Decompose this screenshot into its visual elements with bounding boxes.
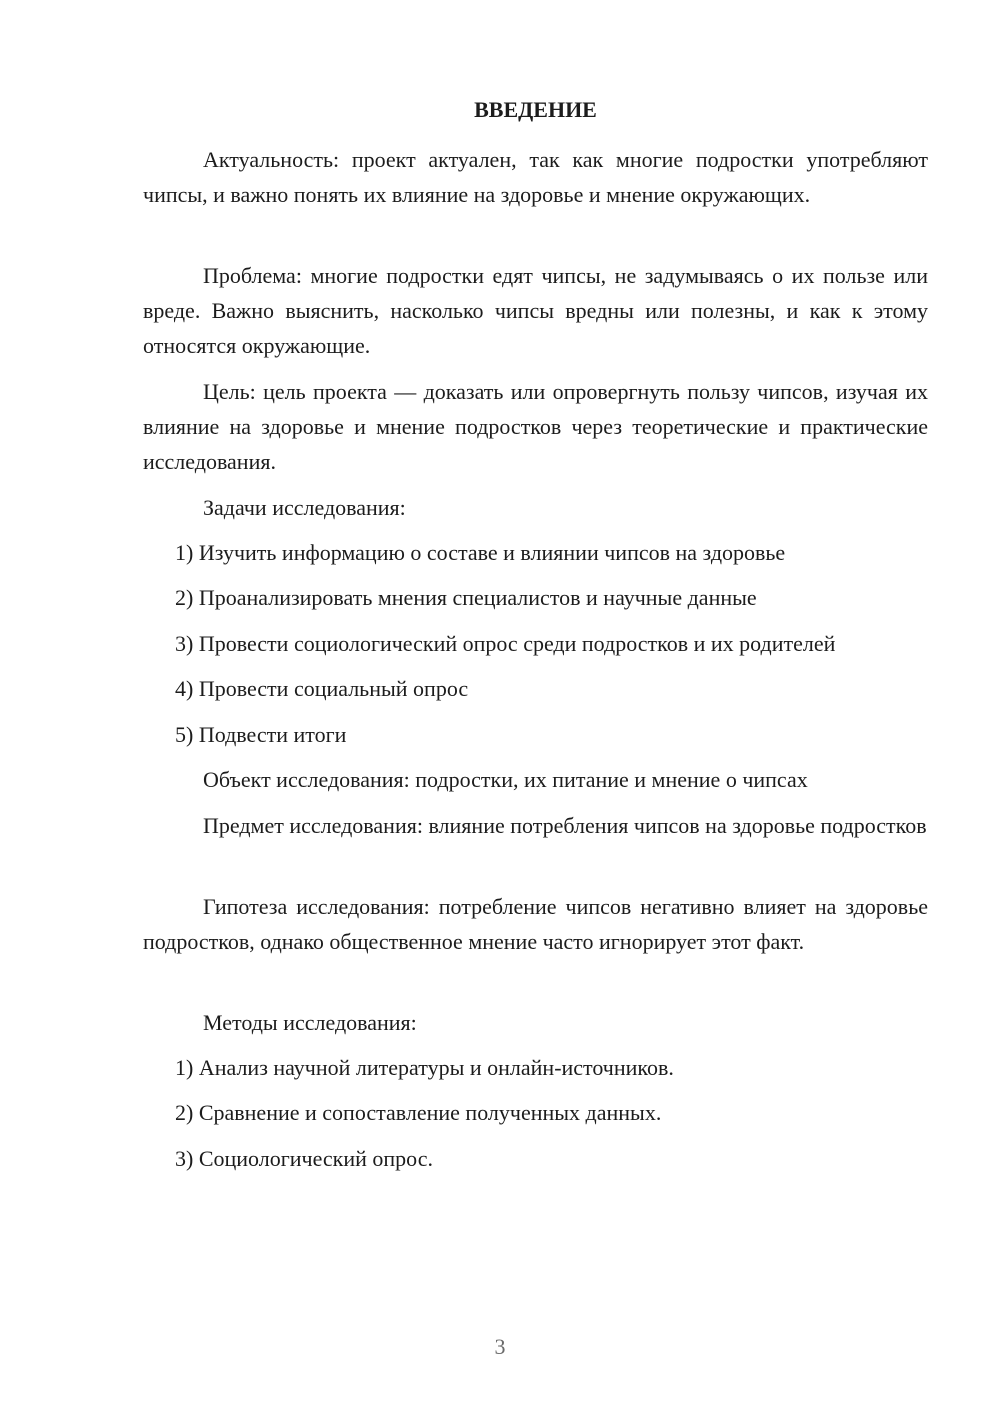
hypothesis-paragraph: Гипотеза исследования: потребление чипсов негативно влияет на здоровье подростков, однако общественное мнение часто игнорирует этот факт. (143, 894, 928, 954)
object-paragraph: Объект исследования: подростки, их питание и мнение о чипсах (203, 767, 808, 792)
task-item: 3) Провести социологический опрос среди подростков и их родителей (175, 631, 836, 656)
goal-paragraph: Цель: цель проекта — доказать или опровергнуть пользу чипсов, изучая их влияние на здоровье и мнение подростков через теоретические и практические исследования. (143, 379, 928, 474)
problem-paragraph: Проблема: многие подростки едят чипсы, не задумываясь о их пользе или вреде. Важно выяснить, насколько чипсы вредны или полезны, и как к этому относятся окружающие. (143, 263, 928, 358)
method-item: 3) Социологический опрос. (175, 1146, 433, 1171)
task-item: 2) Проанализировать мнения специалистов и научные данные (175, 585, 757, 610)
section-heading: ВВЕДЕНИЕ (474, 97, 597, 122)
tasks-title: Задачи исследования: (203, 495, 406, 520)
method-item: 2) Сравнение и сопоставление полученных данных. (175, 1100, 662, 1125)
method-item: 1) Анализ научной литературы и онлайн-источников. (175, 1055, 674, 1080)
relevance-paragraph: Актуальность: проект актуален, так как многие подростки употребляют чипсы, и важно понять их влияние на здоровье и мнение окружающих. (143, 147, 928, 207)
page-number: 3 (494, 1334, 506, 1359)
task-item: 1) Изучить информацию о составе и влиянии чипсов на здоровье (175, 540, 786, 565)
document-page (143, 0, 928, 1414)
subject-paragraph: Предмет исследования: влияние потребления чипсов на здоровье подростков (203, 813, 927, 838)
task-item: 4) Провести социальный опрос (175, 676, 469, 701)
task-item: 5) Подвести итоги (175, 722, 347, 747)
methods-title: Методы исследования: (203, 1010, 417, 1035)
